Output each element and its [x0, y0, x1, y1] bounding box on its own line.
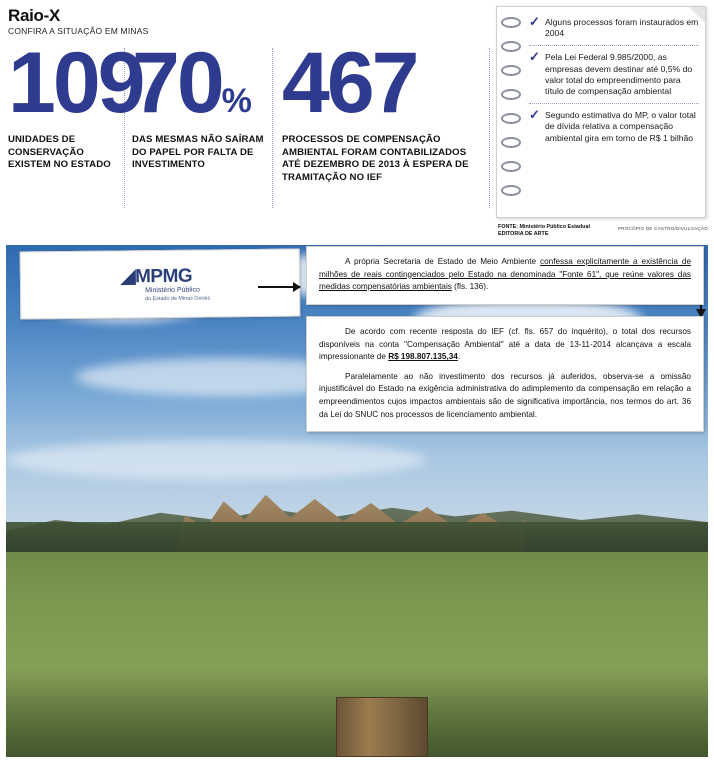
arrow-right-icon — [258, 286, 300, 288]
check-icon: ✓ — [529, 14, 540, 29]
stat-suffix: % — [221, 82, 251, 120]
mpmg-subtitle — [145, 286, 210, 303]
list-item — [529, 107, 699, 144]
stat-description: DAS MESMAS NÃO SAÍRAM DO PAPEL POR FALTA DE INVESTIMENTO — [132, 134, 264, 170]
list-item — [529, 14, 699, 39]
mpmg-logo-card — [20, 249, 301, 320]
divider — [529, 45, 699, 46]
stat-block — [282, 35, 480, 184]
divider — [272, 48, 273, 208]
quote-segment: De acordo com recente resposta do IEF (cf. fls. 657 do inquérito), o total dos recursos disponíveis na conta "Compensação Ambiental" até a data de 13-11-2014 alcançava a escala impressionante de — [319, 327, 691, 362]
quote-paragraph — [319, 326, 691, 364]
source-note — [498, 224, 590, 238]
quote-segment-underlined: confessa explicitamente a existência de milhões de reais contingenciados pelo Estado na denominada "Fonte 61", que reúne valores das medidas compensatórias ambientais — [319, 257, 691, 292]
page-subtitle: CONFIRA A SITUAÇÃO EM MINAS — [8, 26, 149, 36]
quote-paragraph — [319, 256, 691, 294]
spiral-binding-icon — [501, 15, 523, 211]
mpmg-subtitle-line-2: do Estado de Minas Gerais — [145, 295, 211, 303]
triangle-icon: ◢ — [120, 266, 136, 288]
photo-credit: PROCÓPIO DE CASTRO/DIVULGAÇÃO — [617, 226, 708, 231]
wooden-post — [336, 697, 428, 757]
check-icon: ✓ — [529, 49, 540, 65]
list-item — [529, 49, 699, 97]
stat-number: 467 — [282, 35, 417, 131]
quote-segment: . — [457, 352, 461, 362]
quote-segment: Paralelamente ao não investimento dos recursos já auferidos, observa-se a omissão injustificável do Estado na exigência administrativa do adimplemento da compensação em relação a empreendimentos cujos impactos ambientais são de significativa importância, nos termos do art. 36 da Lei do SNUC nos processos de licenciamento ambiental. — [319, 371, 691, 419]
stat-description: UNIDADES DE CONSERVAÇÃO EXISTEM NO ESTADO — [8, 134, 111, 170]
quote-paragraph — [319, 371, 691, 421]
mpmg-subtitle-line-1: Ministério Público — [145, 286, 200, 295]
stat-block — [8, 35, 143, 172]
quote-box-2 — [306, 316, 704, 432]
stat-number: 109 — [8, 35, 143, 131]
quote-segment: (fls. 136). — [451, 282, 489, 292]
list-item-label: Pela Lei Federal 9.985/2000, as empresas devem destinar até 0,5% do valor total do empreendimento para título de compensação ambiental — [545, 52, 693, 97]
quote-segment-amount: R$ 198.807.135,34 — [388, 352, 458, 362]
stat-number: 70% — [132, 35, 251, 131]
stat-block — [132, 35, 264, 172]
stat-description: PROCESSOS DE COMPENSAÇÃO AMBIENTAL FORAM CONTABILIZADOS ATÉ DEZEMBRO DE 2013 À ESPERA DE TRAMITAÇÃO NO IEF — [282, 134, 469, 183]
notepad-panel — [496, 6, 706, 218]
source-line-2: EDITORIA DE ARTE — [498, 231, 549, 237]
notepad-list — [529, 14, 699, 150]
mpmg-wordmark: ◢MPMG — [120, 265, 193, 288]
check-icon: ✓ — [529, 107, 540, 123]
page-title: Raio-X — [8, 6, 61, 25]
source-line-1: FONTE: Ministério Público Estadual — [498, 224, 590, 230]
divider — [489, 48, 490, 208]
quote-segment: A própria Secretaria de Estado de Meio Ambiente — [345, 257, 541, 266]
divider — [529, 103, 699, 104]
list-item-label: Alguns processos foram instaurados em 2004 — [545, 17, 699, 39]
quote-box-1 — [306, 246, 704, 305]
list-item-label: Segundo estimativa do MP, o valor total de dívida relativa a compensação ambiental gira em torno de R$ 1 bilhão — [545, 110, 696, 143]
